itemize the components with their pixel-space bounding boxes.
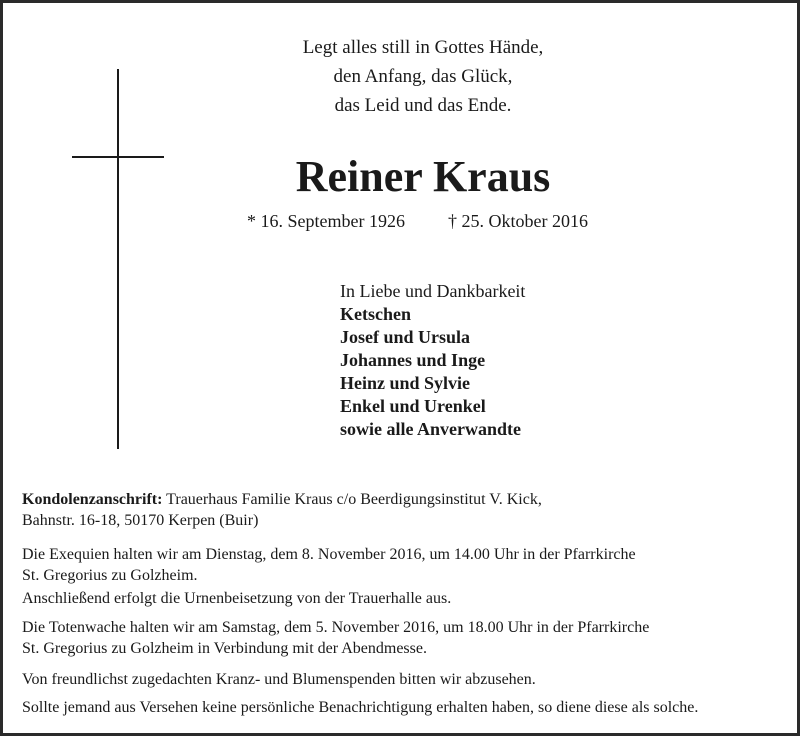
notice-paragraph: [22, 697, 787, 718]
death-date: † 25. Oktober 2016: [448, 211, 588, 231]
birth-date: * 16. September 1926: [247, 211, 405, 231]
urn-paragraph: [22, 588, 787, 609]
mourner: sowie alle Anverwandte: [340, 419, 521, 439]
verse-line: Legt alles still in Gottes Hände,: [302, 37, 544, 58]
text-line: St. Gregorius zu Golzheim.: [22, 567, 198, 584]
text-line: Von freundlichst zugedachten Kranz- und Blumenspenden bitten wir abzusehen.: [22, 671, 536, 688]
mourner: Josef und Ursula: [340, 327, 471, 347]
condolence-address: [22, 489, 787, 531]
condolence-label: Kondolenzanschrift:: [22, 491, 163, 508]
mourner: Johannes und Inge: [340, 350, 486, 370]
wake-paragraph: [22, 617, 787, 659]
verse-line: den Anfang, das Glück,: [333, 66, 513, 87]
verse: [203, 33, 643, 120]
text-line: Die Exequien halten wir am Dienstag, dem 8. November 2016, um 14.00 Uhr in der Pfarrkirche: [22, 546, 636, 563]
deceased-name: Reiner Kraus: [295, 152, 551, 201]
condolence-line: Bahnstr. 16-18, 50170 Kerpen (Buir): [22, 512, 259, 529]
mourner: Ketschen: [340, 304, 411, 324]
exequien-paragraph: [22, 544, 787, 586]
mourner: Enkel und Urenkel: [340, 396, 486, 416]
cross-icon: [117, 69, 119, 449]
text-line: Sollte jemand aus Versehen keine persönliche Benachrichtigung erhalten haben, so diene diese als solche.: [22, 699, 699, 716]
verse-line: das Leid und das Ende.: [334, 95, 512, 116]
text-line: St. Gregorius zu Golzheim in Verbindung mit der Abendmesse.: [22, 640, 427, 657]
condolence-line: Trauerhaus Familie Kraus c/o Beerdigungsinstitut V. Kick,: [162, 491, 542, 508]
text-line: Die Totenwache halten wir am Samstag, dem 5. November 2016, um 18.00 Uhr in der Pfarrkirche: [22, 619, 650, 636]
cross-icon-bar: [72, 156, 164, 158]
flowers-paragraph: [22, 669, 787, 690]
mourners-intro: In Liebe und Dankbarkeit: [340, 281, 526, 301]
mourners: [340, 280, 525, 441]
text-line: Anschließend erfolgt die Urnenbeisetzung von der Trauerhalle aus.: [22, 590, 452, 607]
mourner: Heinz und Sylvie: [340, 373, 471, 393]
